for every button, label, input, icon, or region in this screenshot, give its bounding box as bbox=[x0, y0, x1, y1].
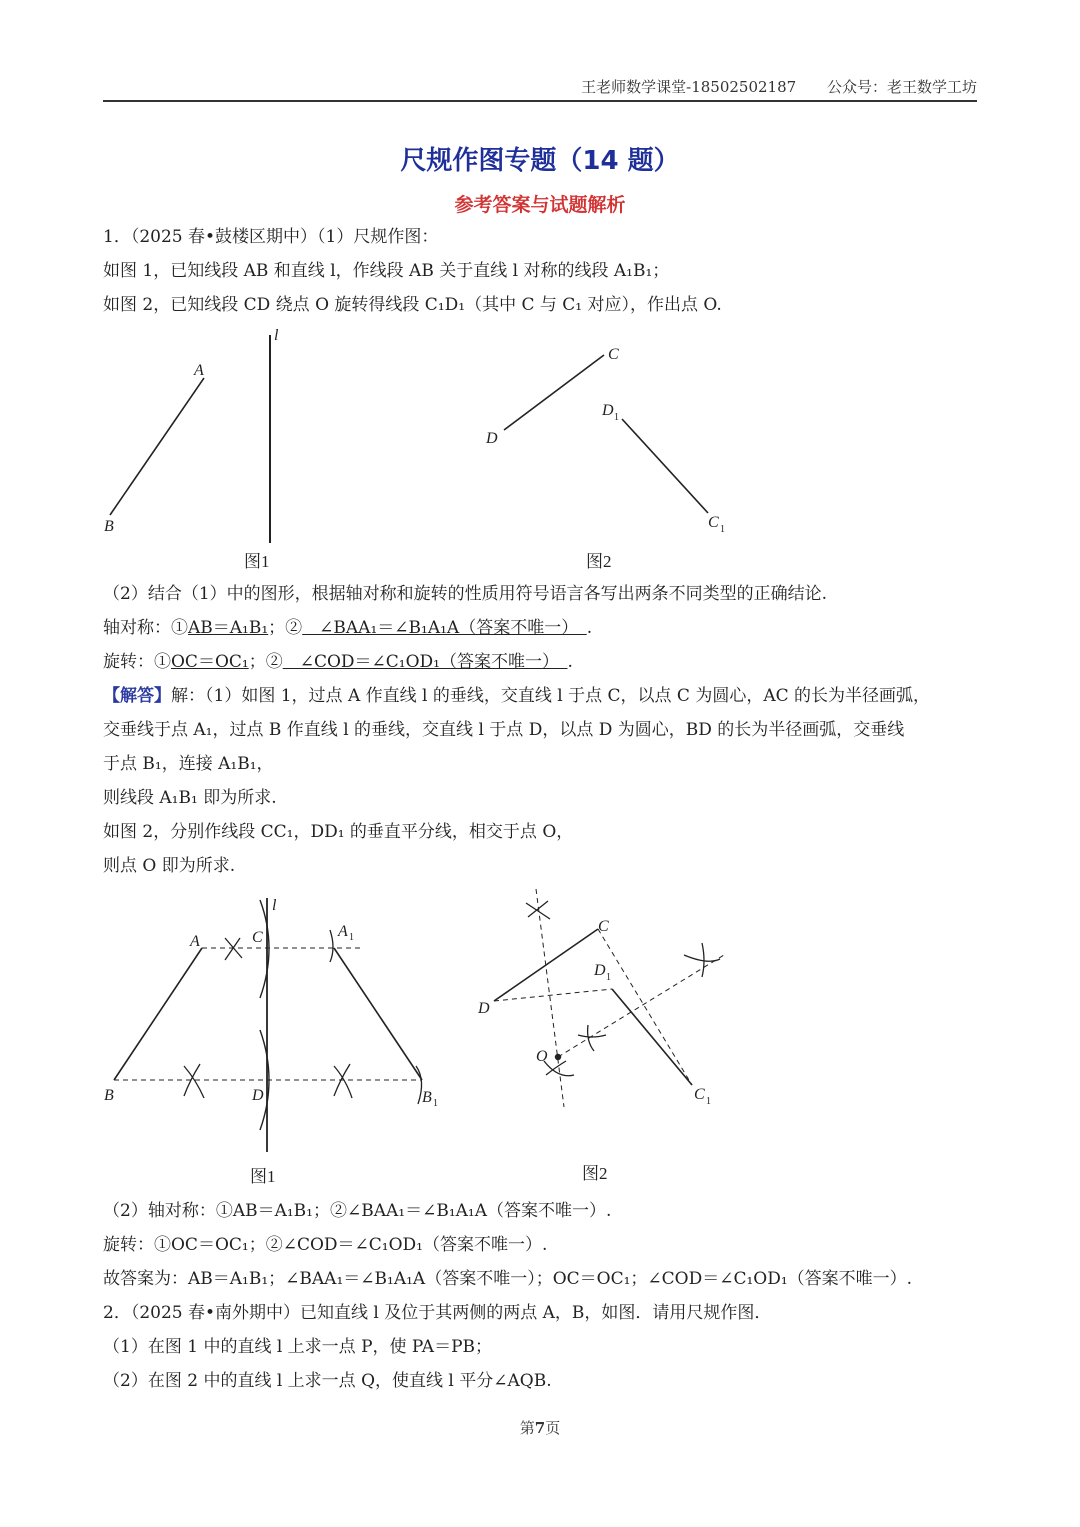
axis-answer bbox=[103, 617, 983, 639]
solution-line-2: 交垂线于点 A₁，过点 B 作直线 l 的垂线，交直线 l 于点 D，以点 D 为圆心，BD 的长为半径画弧，交垂线 bbox=[103, 720, 905, 740]
q2-intro: 2．（2025 春•南外期中）已知直线 l 及位于其两侧的两点 A，B，如图．请用尺规作图． bbox=[103, 1303, 772, 1323]
label-b1: B bbox=[422, 1089, 432, 1106]
label-c1: C bbox=[694, 1086, 705, 1103]
label-d1-sub: 1 bbox=[614, 412, 619, 423]
segment-ab bbox=[110, 378, 204, 515]
solution-tag: 【解答】 bbox=[103, 686, 171, 706]
label-c1: C bbox=[708, 514, 719, 531]
solution-line-7: （2）轴对称：①AB＝A₁B₁；②∠BAA₁＝∠B₁A₁A（答案不唯一）. bbox=[103, 1201, 612, 1221]
label-l: l bbox=[272, 897, 277, 914]
q1-intro: 1．（2025 春•鼓楼区期中）（1）尺规作图： bbox=[103, 227, 439, 247]
label-c1-sub: 1 bbox=[720, 524, 725, 535]
rot-label: 旋转：① bbox=[103, 652, 171, 672]
solution-line-3: 于点 B₁，连接 A₁B₁， bbox=[103, 754, 274, 774]
axis-blank-1: AB＝A₁B₁ bbox=[188, 618, 269, 638]
label-b: B bbox=[104, 518, 114, 535]
label-d1: D bbox=[602, 402, 614, 419]
page-header bbox=[103, 76, 977, 102]
solution-line-6: 则点 O 即为所求. bbox=[103, 856, 236, 876]
rot-blank-2: ∠COD＝∠C₁OD₁（答案不唯一） bbox=[282, 652, 568, 672]
q2-part1: （1）在图 1 中的直线 l 上求一点 P，使 PA＝PB； bbox=[103, 1337, 493, 1357]
header-left: 王老师数学课堂-18502502187 bbox=[581, 78, 797, 96]
caption-fig2: 图2 bbox=[582, 1164, 608, 1183]
q1-part2: （2）结合（1）中的图形，根据轴对称和旋转的性质用符号语言各写出两条不同类型的正确结论. bbox=[103, 584, 828, 604]
svg-text:1: 1 bbox=[606, 972, 611, 983]
rot-mid: ；② bbox=[248, 652, 283, 672]
segment-c1d1 bbox=[622, 419, 708, 513]
axis-blank-2: ∠BAA₁＝∠B₁A₁A（答案不唯一） bbox=[302, 618, 587, 638]
q1-fig1-text: 如图 1，已知线段 AB 和直线 l，作线段 AB 关于直线 l 对称的线段 A₁B₁； bbox=[103, 261, 670, 281]
header-right: 公众号：老王数学工坊 bbox=[826, 78, 977, 96]
label-c: C bbox=[608, 346, 619, 363]
label-a1: A bbox=[338, 923, 348, 940]
label-d1: D bbox=[594, 962, 606, 979]
caption-fig2: 图2 bbox=[586, 552, 612, 571]
label-b: B bbox=[104, 1087, 114, 1104]
solution-line-1: 【解答】解：（1）如图 1，过点 A 作直线 l 的垂线，交直线 l 于点 C，以点 C 为圆心，AC 的长为半径画弧， bbox=[103, 686, 931, 706]
page-title: 尺规作图专题（14 题） bbox=[400, 146, 680, 176]
axis-label: 轴对称：① bbox=[103, 618, 188, 638]
bottom-figure-1 bbox=[100, 890, 450, 1194]
solution-line-9: 故答案为：AB＝A₁B₁；∠BAA₁＝∠B₁A₁A（答案不唯一）；OC＝OC₁；∠COD＝∠C₁OD₁（答案不唯一）. bbox=[103, 1269, 913, 1289]
q2-part2: （2）在图 2 中的直线 l 上求一点 Q，使直线 l 平分∠AQB. bbox=[103, 1371, 552, 1391]
rotation-answer bbox=[103, 651, 983, 673]
label-d: D bbox=[486, 430, 498, 447]
svg-text:1: 1 bbox=[433, 1098, 438, 1109]
label-a: A bbox=[194, 362, 204, 379]
label-d: D bbox=[478, 1000, 490, 1017]
caption-fig1: 图1 bbox=[250, 1167, 276, 1186]
page-number: 7 bbox=[534, 1419, 546, 1437]
label-d: D bbox=[252, 1087, 264, 1104]
label-o: O bbox=[536, 1048, 548, 1065]
axis-mid: ；② bbox=[268, 618, 303, 638]
svg-text:1: 1 bbox=[349, 932, 354, 943]
rot-end: . bbox=[567, 652, 573, 672]
segment-cd bbox=[504, 355, 604, 430]
page-footer: 第7页 bbox=[519, 1419, 561, 1437]
caption-fig1: 图1 bbox=[244, 552, 270, 571]
rot-blank-1: OC＝OC₁ bbox=[171, 652, 249, 672]
svg-text:1: 1 bbox=[706, 1096, 711, 1107]
bottom-figure-2 bbox=[470, 885, 740, 1189]
top-figure-2 bbox=[480, 335, 740, 579]
label-l: l bbox=[274, 327, 279, 344]
label-a: A bbox=[190, 933, 200, 950]
label-c: C bbox=[598, 918, 609, 935]
solution-line-5: 如图 2，分别作线段 CC₁，DD₁ 的垂直平分线，相交于点 O， bbox=[103, 822, 574, 842]
solution-line-8: 旋转：①OC＝OC₁；②∠COD＝∠C₁OD₁（答案不唯一）. bbox=[103, 1235, 548, 1255]
solution-line-4: 则线段 A₁B₁ 即为所求. bbox=[103, 788, 277, 808]
axis-end: . bbox=[586, 618, 593, 638]
label-c: C bbox=[252, 929, 263, 946]
q1-fig2-text: 如图 2，已知线段 CD 绕点 O 旋转得线段 C₁D₁（其中 C 与 C₁ 对应），作出点 O. bbox=[103, 295, 722, 315]
top-figure-1 bbox=[100, 325, 300, 579]
page-subtitle: 参考答案与试题解析 bbox=[454, 194, 626, 216]
